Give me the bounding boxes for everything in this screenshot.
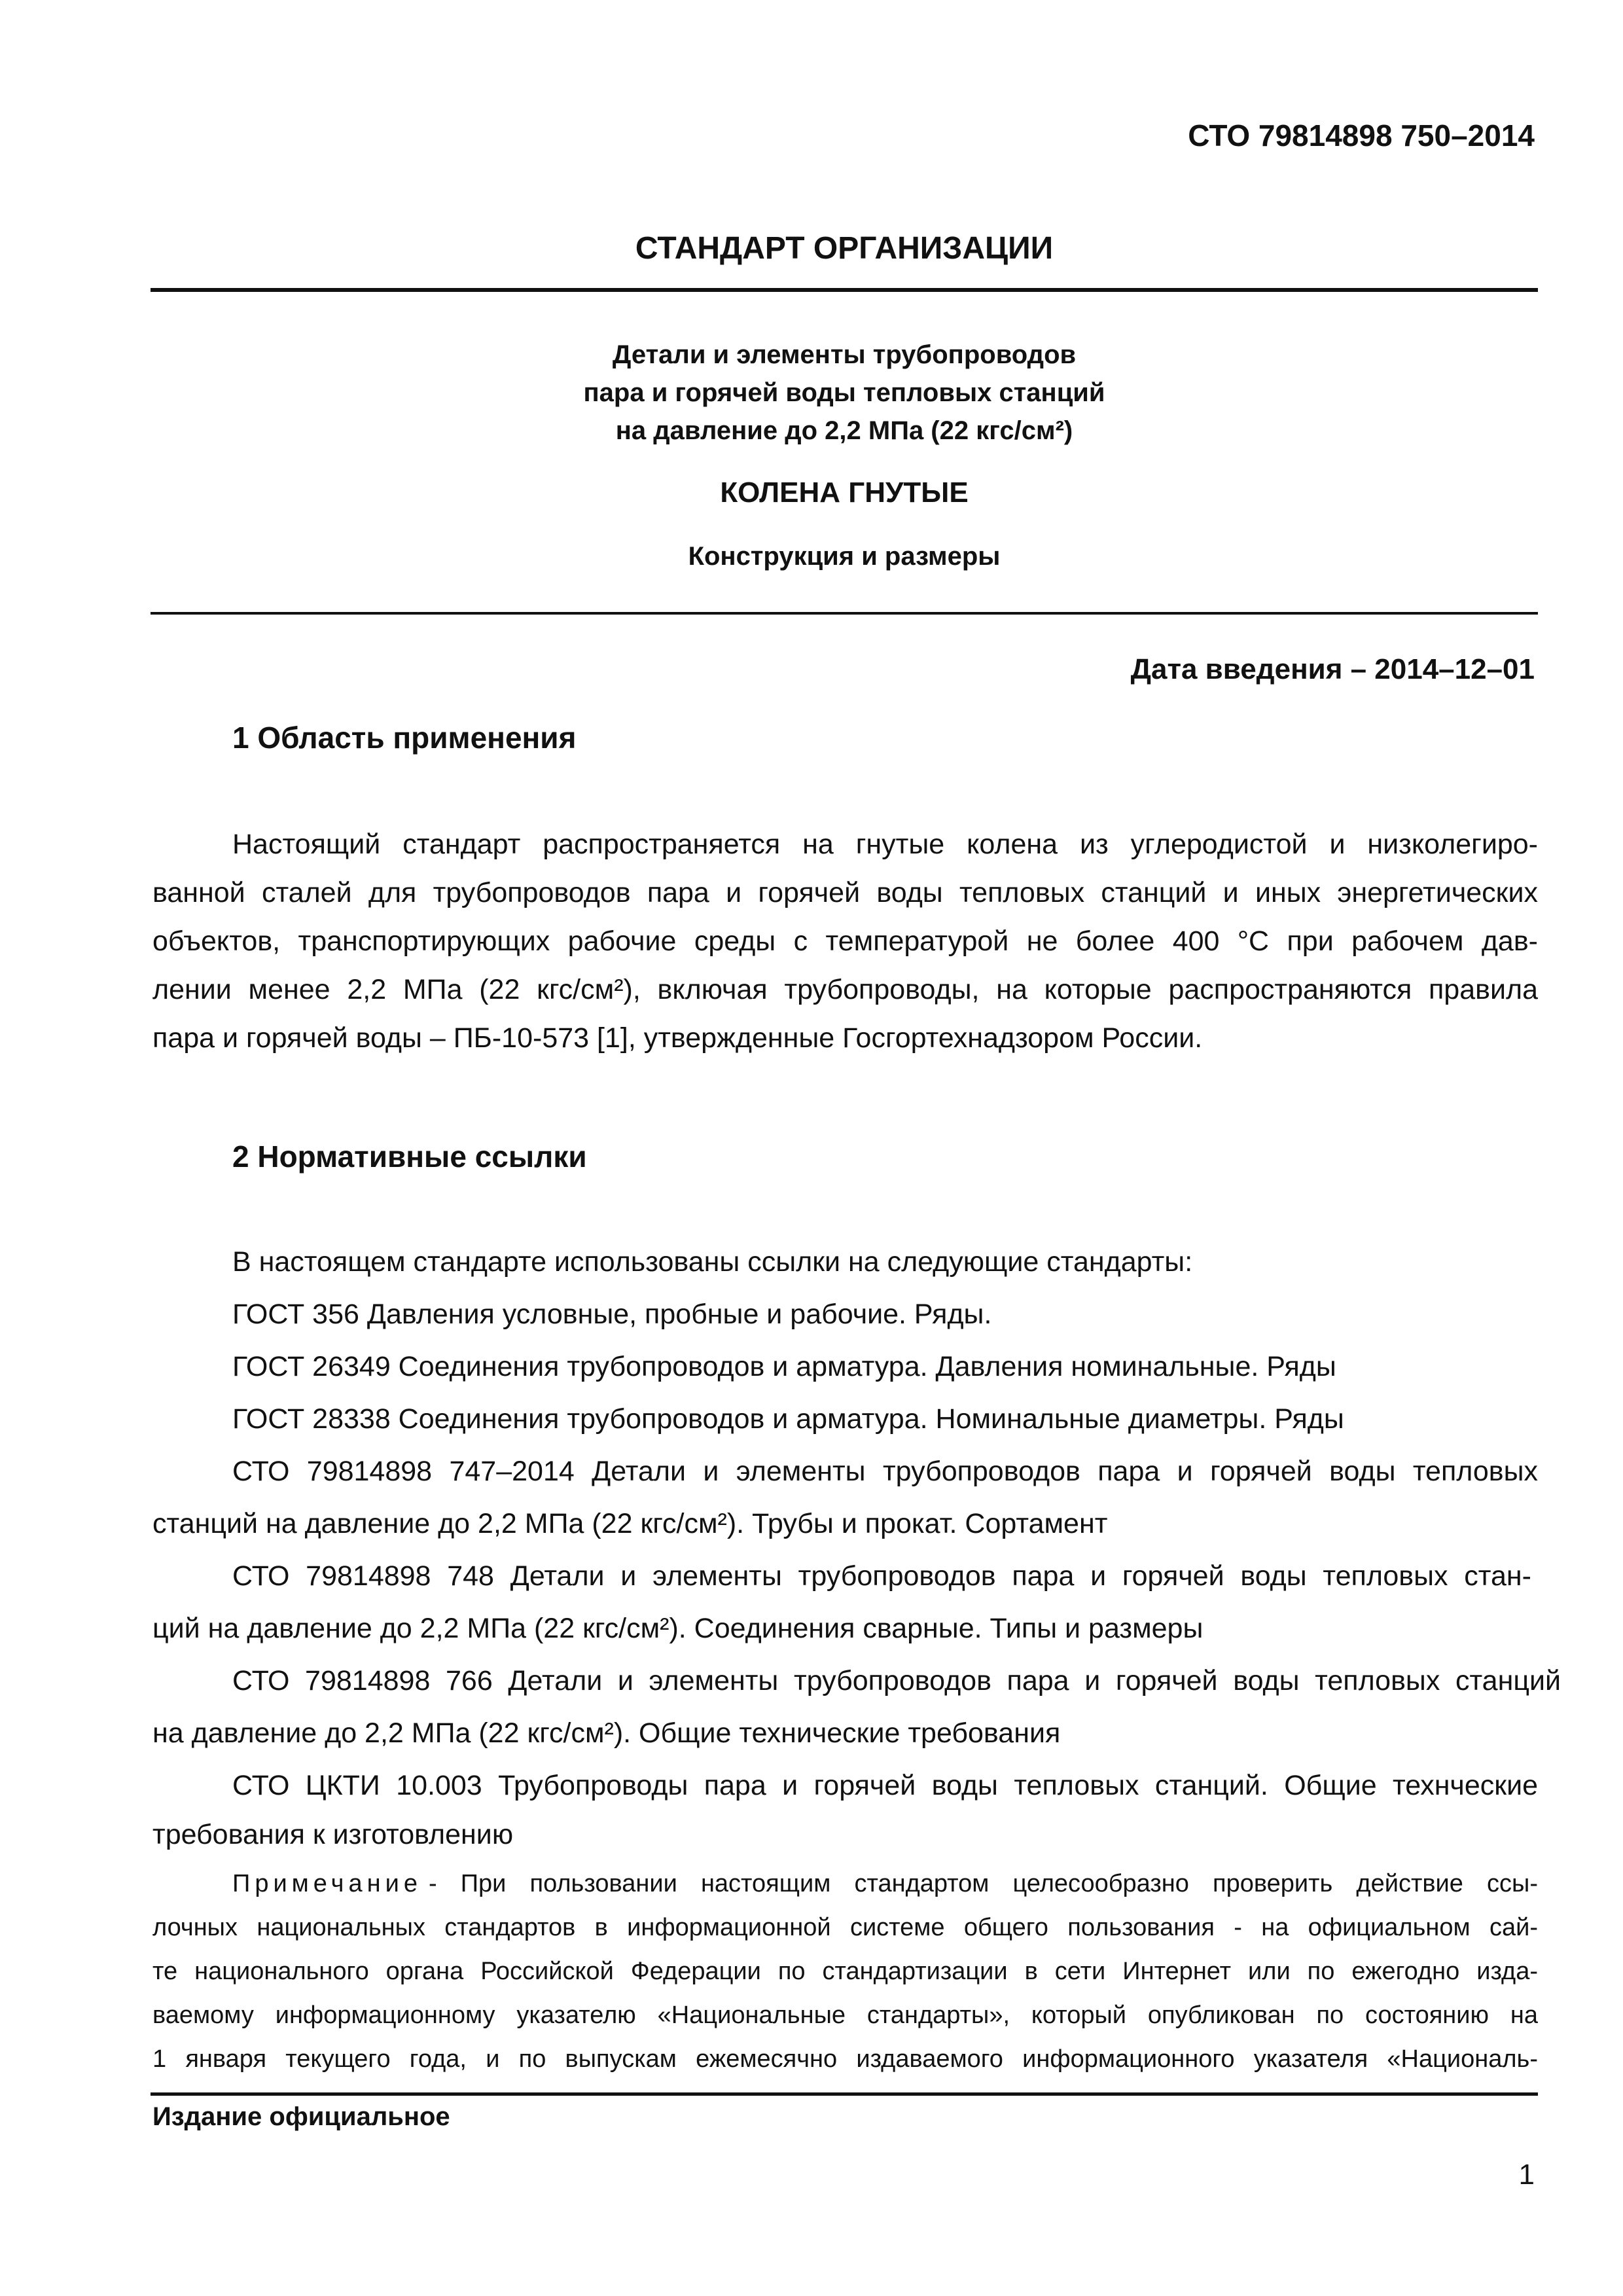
reference-item: ГОСТ 356 Давления условные, пробные и рабочие. Ряды. — [232, 1299, 992, 1330]
reference-item: СТО 79814898 747–2014 Детали и элементы трубопроводов пара и горячей воды тепловых — [232, 1456, 1538, 1487]
title-line-2: пара и горячей воды тепловых станций — [583, 378, 1105, 407]
official-edition-label: Издание официальное — [152, 2102, 450, 2131]
top-rule — [151, 288, 1538, 292]
section-1-line: объектов, транспортирующих рабочие среды с температурой не более 400 °С при рабочем дав- — [152, 925, 1538, 957]
reference-item-continuation: требования к изготовлению — [152, 1819, 514, 1850]
reference-item: СТО 79814898 766 Детали и элементы трубопроводов пара и горячей воды тепловых станций — [232, 1665, 1561, 1696]
footer-rule — [151, 2092, 1538, 2096]
section-1-line: Настоящий стандарт распространяется на гнутые колена из углеродистой и низколегиро- — [232, 829, 1538, 860]
note-line: ваемому информационному указателю «Национальные стандарты», который опубликован по состоянию на — [152, 2001, 1538, 2029]
introduction-date: Дата введения – 2014–12–01 — [1130, 653, 1535, 685]
reference-item: ГОСТ 26349 Соединения трубопроводов и арматура. Давления номинальные. Ряды — [232, 1351, 1336, 1382]
note-line: те национального органа Российской Федерации по стандартизации в сети Интернет или по ежегодно изда- — [152, 1958, 1538, 1985]
section-1-line: лении менее 2,2 МПа (22 кгс/см²), включая трубопроводы, на которые распространяются правила — [152, 974, 1538, 1005]
reference-item-continuation: на давление до 2,2 МПа (22 кгс/см²). Общие технические требования — [152, 1717, 1061, 1749]
reference-item: СТО ЦКТИ 10.003 Трубопроводы пара и горячей воды тепловых станций. Общие технческие — [232, 1770, 1538, 1801]
title-bottom-rule — [151, 612, 1538, 615]
references-intro: В настоящем стандарте использованы ссылки на следующие стандарты: — [232, 1246, 1193, 1278]
note-line: 1 января текущего года, и по выпускам ежемесячно издаваемого информационного указателя «Националь- — [152, 2045, 1538, 2073]
title-line-1: Детали и элементы трубопроводов — [612, 340, 1077, 369]
note-text: - При пользовании настоящим стандартом целесообразно проверить действие ссы- — [428, 1870, 1538, 1897]
document-code: СТО 79814898 750–2014 — [1188, 118, 1535, 152]
note-label: Примечание — [232, 1870, 422, 1897]
section-1-heading: 1 Область применения — [232, 721, 577, 755]
note-line: лочных национальных стандартов в информационной системе общего пользования - на официальном сай- — [152, 1914, 1538, 1941]
reference-item: ГОСТ 28338 Соединения трубопроводов и арматура. Номинальные диаметры. Ряды — [232, 1403, 1344, 1435]
title-line-3: на давление до 2,2 МПа (22 кгс/см²) — [615, 416, 1073, 445]
reference-item: СТО 79814898 748 Детали и элементы трубопроводов пара и горячей воды тепловых стан- — [232, 1560, 1531, 1592]
subtitle: Конструкция и размеры — [688, 542, 1001, 571]
section-1-line: пара и горячей воды – ПБ-10-573 [1], утвержденные Госгортехнадзором России. — [152, 1022, 1203, 1054]
main-title: КОЛЕНА ГНУТЫЕ — [720, 476, 969, 509]
section-2-heading: 2 Нормативные ссылки — [232, 1139, 587, 1174]
reference-item-continuation: ций на давление до 2,2 МПа (22 кгс/см²). Соединения сварные. Типы и размеры — [152, 1613, 1204, 1644]
section-1-line: ванной сталей для трубопроводов пара и горячей воды тепловых станций и иных энергетических — [152, 877, 1538, 908]
reference-item-continuation: станций на давление до 2,2 МПа (22 кгс/см²). Трубы и прокат. Сортамент — [152, 1508, 1108, 1539]
page-number: 1 — [1518, 2159, 1535, 2191]
note-first-line — [232, 1869, 1538, 1899]
org-standard-heading: СТАНДАРТ ОРГАНИЗАЦИИ — [635, 231, 1054, 266]
